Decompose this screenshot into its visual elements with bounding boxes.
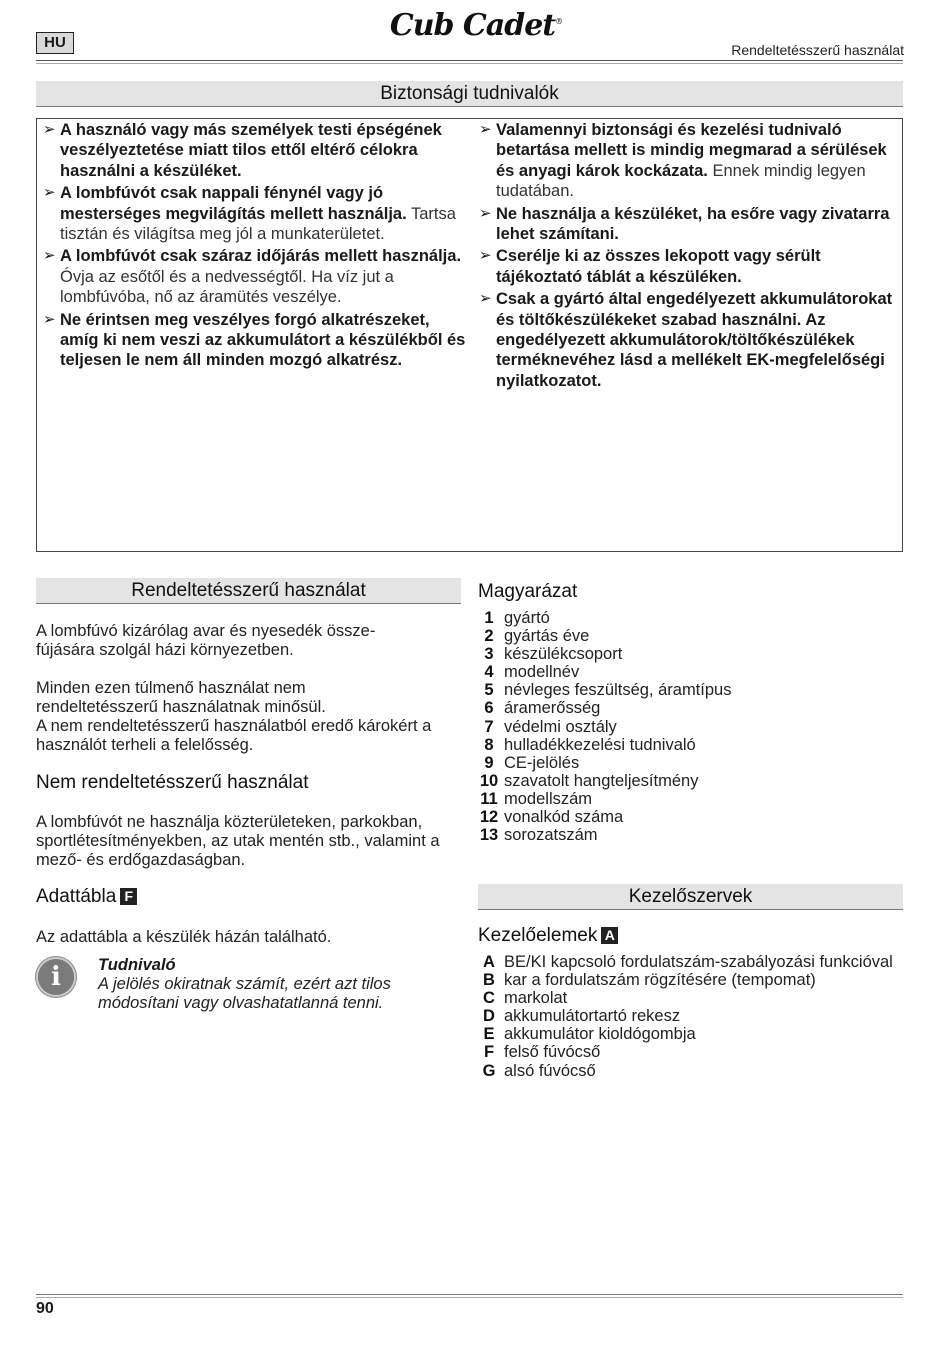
legend-item-text: névleges feszültség, áramtípus (504, 681, 732, 700)
legend-item-text: modellszám (504, 789, 593, 808)
control-item-text: akkumulátortartó rekesz (504, 1007, 681, 1026)
safety-item (38, 246, 466, 307)
legend-item-key: 11 (480, 789, 498, 808)
safety-item (474, 289, 899, 391)
legend-item-key: 1 (484, 609, 494, 627)
safety-item-plain: Tartsa tisztán és világítsa meg jól a munkaterületet. (60, 204, 456, 244)
control-item-text: felső fúvócső (504, 1043, 601, 1062)
misuse-heading: Nem rendeltetésszerű használat (36, 772, 309, 793)
safety-item-plain: Óvja az esőtől és a nedvességtől. Ha víz jut a lombfúvóba, nő az áramütés veszélye. (60, 267, 394, 307)
bullet-arrow-icon: ➢ (43, 247, 56, 265)
legend-item-key: 7 (484, 717, 494, 736)
controls-subtitle: Kezelőelemek (478, 925, 598, 946)
figure-ref-badge: F (120, 888, 137, 905)
legend-item-key: 6 (484, 699, 494, 718)
footer-rule (36, 1294, 903, 1295)
safety-right-column (474, 120, 899, 393)
language-badge: HU (36, 32, 74, 54)
control-item (474, 1007, 904, 1025)
legend-item-key: 13 (479, 826, 499, 845)
safety-item-bold: A lombfúvót csak nappali fénynél vagy jó mesterséges megvilágítás mellett használja. (60, 184, 407, 223)
safety-item-bold: A használó vagy más személyek testi épségének veszélyeztetése miatt tilos ettől eltérő célokra használni a készüléket. (60, 121, 442, 180)
control-item-key: E (483, 1025, 495, 1044)
safety-item-bold: Ne érintsen meg veszélyes forgó alkatrészeket, amíg ki nem veszi az akkumulátort a készülékből és teljesen le nem áll minden mozgó alkatrész. (60, 310, 466, 370)
legend-item-key: 5 (484, 681, 494, 700)
safety-item (38, 120, 466, 181)
liability-note-line: A nem rendeltetésszerű használatból eredő károkért a használót terheli a felelősség. (36, 717, 432, 754)
legend-item (474, 772, 904, 790)
safety-item-bold: Cserélje ki az összes lekopott vagy sérült tájékoztató táblát a készüléken. (496, 247, 821, 286)
info-icon: i (36, 957, 76, 997)
safety-left-column (38, 120, 466, 373)
control-item-key: A (483, 953, 495, 971)
bullet-arrow-icon: ➢ (479, 290, 492, 308)
legend-item-key: 4 (484, 663, 494, 682)
legend-item (474, 681, 904, 699)
safety-item (474, 246, 899, 287)
legend-list (474, 609, 904, 844)
misuse-note-paragraph (36, 679, 466, 755)
control-item-text: BE/KI kapcsoló fordulatszám-szabályozási funkcióval (504, 953, 893, 971)
legend-item (474, 663, 904, 681)
legend-item-text: szavatolt hangteljesítmény (504, 771, 699, 790)
control-item-text: kar a fordulatszám rögzítésére (tempomat) (504, 971, 816, 990)
safety-item-bold: A lombfúvót csak száraz időjárás mellett használja. (60, 247, 462, 266)
legend-item-key: 9 (484, 753, 494, 772)
control-item (474, 1062, 904, 1080)
control-item-key: F (483, 1043, 495, 1062)
legend-item (474, 736, 904, 754)
note-text: A jelölés okiratnak számít, ezért azt tilos módosítani vagy olvashatatlanná tenni. (98, 975, 391, 1012)
legend-item-text: védelmi osztály (504, 717, 617, 736)
legend-item-key: 8 (484, 735, 494, 754)
brand-logo: Cub Cadet® (389, 8, 563, 43)
bullet-arrow-icon: ➢ (43, 121, 56, 138)
note-title: Tudnivaló (98, 956, 176, 974)
control-item-text: markolat (504, 989, 568, 1008)
legend-item (474, 718, 904, 736)
legend-item (474, 699, 904, 717)
control-item-key: B (483, 971, 495, 990)
control-item (474, 953, 904, 971)
safety-item-bold: Csak a gyártó által engedélyezett akkumulátorokat és töltőkészülékeket szabad használni. Az engedélyezett akkumulátorok/töltőkészülékek terméknevéhez lásd a mellékelt EK-megfelelőségi nyilatkozatot. (496, 290, 893, 390)
legend-item-text: CE-jelölés (504, 753, 580, 772)
safety-item-bold: Valamennyi biztonsági és kezelési tudnivaló betartása mellett is mindig megmarad a sérülések és anyagi károk kockázata. (496, 121, 887, 180)
legend-item-text: sorozatszám (504, 826, 598, 845)
bullet-arrow-icon: ➢ (479, 121, 492, 138)
legend-item (474, 826, 904, 844)
intended-use-paragraph: A lombfúvó kizárólag avar és nyesedék összefújására szolgál házi környezetben. (36, 622, 376, 659)
controls-subheading (478, 925, 618, 947)
legend-item-text: modellnév (504, 663, 580, 682)
control-item-key: G (482, 1061, 496, 1080)
legend-item-text: áramerősség (504, 699, 601, 718)
control-item-text: alsó fúvócső (504, 1061, 596, 1080)
safety-item (474, 204, 899, 245)
intended-use-section-header: Rendeltetésszerű használat (36, 578, 461, 604)
bullet-arrow-icon: ➢ (479, 204, 492, 222)
bullet-arrow-icon: ➢ (43, 310, 56, 328)
control-item-text: akkumulátor kioldógombja (504, 1025, 696, 1044)
legend-item (474, 627, 904, 645)
bullet-arrow-icon: ➢ (43, 184, 56, 202)
legend-item (474, 645, 904, 663)
control-item (474, 1025, 904, 1043)
legend-item (474, 754, 904, 772)
safety-item-plain: Ennek mindig legyen tudatában. (496, 161, 866, 201)
misuse-paragraph: A lombfúvót ne használja közterületeken, parkokban, sportlétesítményekben, az utak mentén stb., valamint a mező- és erdőgazdaságban. (36, 813, 440, 869)
safety-item (38, 310, 466, 371)
header-rule-secondary (36, 63, 903, 64)
control-item-key: C (483, 989, 495, 1008)
legend-item (474, 609, 904, 627)
controls-section-header: Kezelőszervek (478, 884, 903, 910)
page-number: 90 (36, 1300, 54, 1317)
header-rule (36, 60, 903, 61)
safety-item-bold: Ne használja a készüléket, ha esőre vagy zivatarra lehet számítani. (496, 204, 890, 244)
control-item (474, 1043, 904, 1061)
running-header: Rendeltetésszerű használat (731, 42, 904, 58)
legend-item-text: gyártás éve (504, 627, 590, 646)
legend-heading: Magyarázat (478, 581, 578, 602)
legend-item-key: 12 (479, 808, 499, 827)
controls-list (474, 953, 904, 1080)
legend-item-text: vonalkód száma (504, 808, 624, 827)
data-plate-heading (36, 886, 137, 908)
legend-item (474, 808, 904, 826)
legend-item-key: 2 (484, 627, 494, 646)
data-plate-paragraph: Az adattábla a készülék házán található. (36, 928, 332, 946)
misuse-note-line-1: Minden ezen túlmenő használat nem rendeltetésszerű használatnak minősül. (36, 679, 326, 716)
control-item (474, 971, 904, 989)
legend-item-key: 3 (484, 645, 494, 664)
legend-item-text: készülékcsoport (504, 645, 623, 664)
safety-item (474, 120, 899, 202)
footer-rule-secondary (36, 1297, 903, 1298)
legend-item-key: 10 (479, 771, 499, 790)
control-item (474, 989, 904, 1007)
legend-item-text: hulladékkezelési tudnivaló (504, 735, 696, 754)
safety-section-header: Biztonsági tudnivalók (36, 81, 903, 107)
control-item-key: D (483, 1007, 495, 1026)
legend-item (474, 790, 904, 808)
figure-ref-badge: A (601, 927, 618, 944)
bullet-arrow-icon: ➢ (479, 247, 492, 265)
data-plate-title: Adattábla (36, 886, 117, 907)
safety-item (38, 183, 466, 244)
legend-item-text: gyártó (504, 609, 550, 627)
